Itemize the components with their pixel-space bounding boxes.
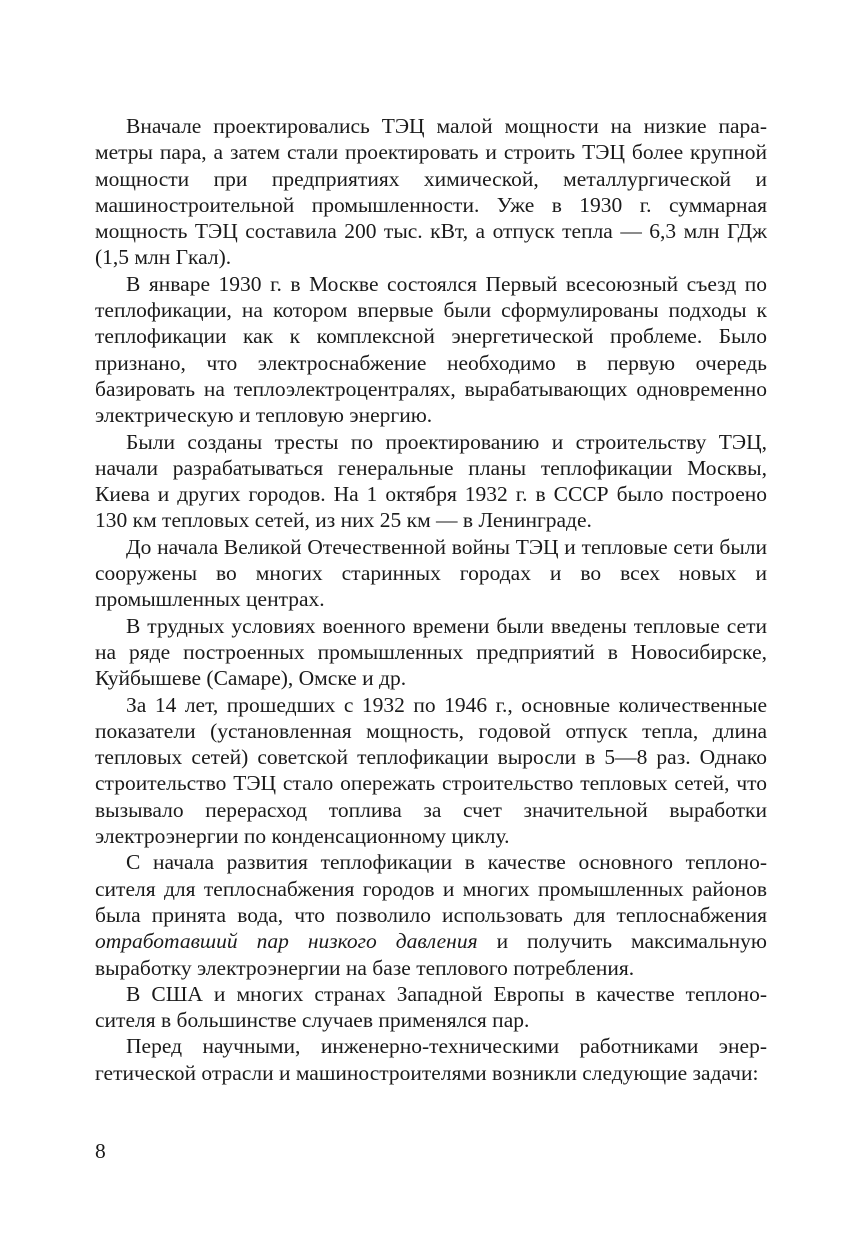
paragraph-2: В январе 1930 г. в Москве состоялся Первый всесоюзный съезд по теплофикации, на котором впервые были сформулированы подходы к теплофикации как к комплексной энергетической проблеме. Было признано, что электроснабжение необходимо в первую очередь базировать на теплоэлектроцентралях, вырабатывающих одновременно электрическую и тепловую энергию. <box>95 271 767 428</box>
paragraph-7-text-after: и получить максимальную выработку электроэнергии на базе теплового потребления. <box>95 929 767 980</box>
page-body <box>95 113 767 1086</box>
paragraph-7 <box>95 849 767 980</box>
paragraph-5: В трудных условиях военного времени были введены тепловые сети на ряде построенных промышленных предприятий в Новосибирске, Куйбышеве (Самаре), Омске и др. <box>95 613 767 691</box>
paragraph-1: Вначале проектировались ТЭЦ малой мощности на низкие параметры пара, а затем стали проектировать и строить ТЭЦ более крупной мощности при предприятиях химической, металлургической и машиностроительной промышленности. Уже в 1930 г. суммарная мощность ТЭЦ составила 200 тыс. кВт, а отпуск тепла — 6,3 млн ГДж (1,5 млн Гкал). <box>95 114 767 270</box>
page-number: 8 <box>95 1139 106 1163</box>
paragraph-3: Были созданы тресты по проектированию и строительству ТЭЦ, начали разрабатываться генеральные планы теплофикации Москвы, Киева и других городов. На 1 октября 1932 г. в СССР было построено 130 км тепловых сетей, из них 25 км — в Ленинграде. <box>95 429 767 533</box>
paragraph-4: До начала Великой Отечественной войны ТЭЦ и тепловые сети были сооружены во многих старинных городах и во всех новых и промышленных центрах. <box>95 534 767 612</box>
italic-term: отработавший пар низкого давления <box>95 929 478 954</box>
paragraph-8: В США и многих странах Западной Европы в качестве теплоносителя в большинстве случаев применялся пар. <box>95 981 767 1033</box>
paragraph-6: За 14 лет, прошедших с 1932 по 1946 г., основные количественные показатели (установленная мощность, годовой отпуск тепла, длина тепловых сетей) советской теплофикации выросли в 5—8 раз. Однако строительство ТЭЦ стало опережать строительство тепловых сетей, что вызывало перерасход топлива за счет значительной выработки электроэнергии по конденсационному циклу. <box>95 692 767 849</box>
paragraph-7-text-before: С начала развития теплофикации в качестве основного теплоносителя для теплоснабжения городов и многих промышленных районов была принята вода, что позволило использовать для теплоснабжения <box>95 850 767 927</box>
paragraph-9: Перед научными, инженерно-техническими работниками энергетической отрасли и машиностроителями возникли следующие задачи: <box>95 1034 767 1085</box>
